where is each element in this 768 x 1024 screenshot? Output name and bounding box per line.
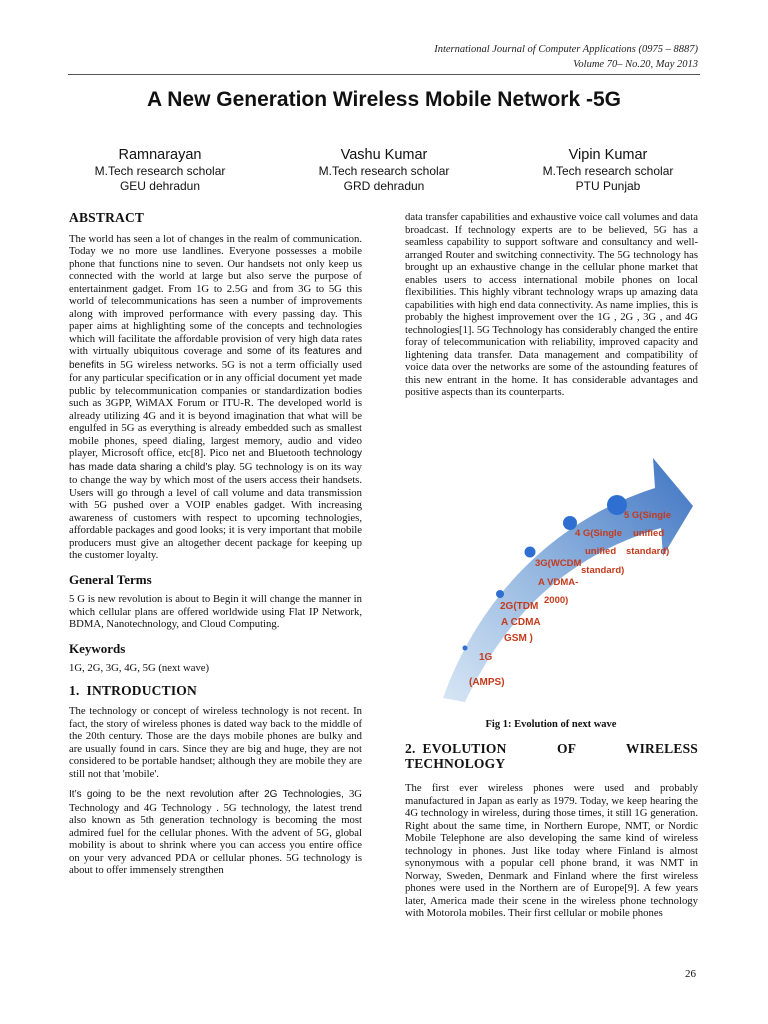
- paper-title: A New Generation Wireless Mobile Network -5G: [147, 88, 621, 111]
- author-role: M.Tech research scholar: [318, 164, 450, 178]
- author-2: [264, 146, 504, 194]
- author-role: M.Tech research scholar: [94, 164, 226, 178]
- general-terms-heading: General Terms: [69, 571, 152, 587]
- label-5g-line3: standard): [626, 546, 670, 557]
- evolution-text: The first ever wireless phones were used and probably manufactured in Japan as early as 1979. Today, we keep hearing the 4G technology in wireless, during those times, it still 1G generation. Right about the same time, in Northern Europe, NMT, or Nordic Mobile Telephone are also developing the same kind of wireless technology in phones. Just like today where Finland is almost synonymous with a popular cell phone brand, it was NMT in Norway, Sweden, Denmark and Finland where the first wireless phones were used in the Northern are of Europe[9]. A few years later, America made their scene in the wireless phone technology with Motorola mobiles. Their first cellular or mobile phones: [405, 782, 698, 919]
- intro-heading: [69, 682, 362, 698]
- label-2g-line1: 2G(TDM: [500, 601, 539, 612]
- intro-part-sans: It’s going to be the next revolution after 2G Technologies,: [69, 789, 344, 800]
- author-org: GRD dehradun: [343, 179, 425, 193]
- label-2g: [500, 601, 541, 644]
- intro-p2: [69, 788, 362, 877]
- author-name: Vashu Kumar: [340, 147, 428, 163]
- abstract-heading: ABSTRACT: [69, 210, 145, 225]
- label-3g-line1: 3G(WCDM: [535, 558, 582, 569]
- keywords-heading: Keywords: [69, 640, 126, 656]
- right-top-text: data transfer capabilities and exhaustive voice call volumes and data broadcast. If technology experts are to be believed, 5G has a seamless capability to support software and consultancy and well-arranged Router and switching connectivity. The 5G technology has brought up an exhaustive change in the cellular phone market that enables users to access international mobile phones on local flexibilities. This highly vibrant technology wraps up amazing data capabilities with high end data connectivity. As name implies, this is probably the highest improvement over the 1G , 2G , 3G , and 4G technologies[1]. 5G Technology has considerably changed the entire foray of telecommunication with reliability, improved capacity and lightening data transfer. Data management and compatibility of voice data over the networks are some of the astounding features of this new entrant in the home. It has considerable advantages and positive aspects than its counterparts.: [405, 211, 698, 398]
- abstract-part: 5G technology is on its way to change the way by which most of the users access their handsets. Users will go through a level of call volume and data transmission with 5G pushed over a VOIP enables gadget. With increasing awareness of customers with respect to upcoming technologies, affordable packages and good looks; it is very important that mobile producers must give an altogether decent package for keeping up the customer loyalty.: [69, 460, 362, 561]
- left-column: [69, 212, 362, 885]
- right-column-bottom: [405, 741, 698, 928]
- figure-evolution: [405, 428, 697, 710]
- abstract-part: The world has seen a lot of changes in the realm of communication. Today we no more use landlines. Everyone possesses a mobile phone that functions nine to seven. Our handsets not only keep us connected with the world at large but also serve the purpose of entertainment gadget. From 1G to 2.5G and from 3G to 5G this world of telecommunications has seen a number of improvements along with improved performance with every passing day. This paper aims at highlighting some of the concepts and technologies which will facilitate the affordable provision of very high data rates with virtually ubiquitous coverage and: [69, 232, 362, 357]
- author-name: Vipin Kumar: [568, 147, 648, 163]
- dot-1g: [463, 646, 468, 651]
- label-4g-line3: standard): [581, 565, 625, 576]
- journal-name: International Journal of Computer Applications (0975 – 8887): [434, 44, 698, 55]
- label-1g-line2: (AMPS): [469, 677, 505, 688]
- label-4g-line1: 4 G(Single: [575, 528, 622, 539]
- evolution-heading: [405, 741, 698, 771]
- page-number: 26: [685, 968, 696, 980]
- evolution-arrow-graphic: [405, 428, 697, 710]
- right-column-top: [405, 211, 698, 407]
- abstract-part-sans: technology has made data sharing a child’s play.: [69, 448, 363, 473]
- dot-3g: [525, 547, 536, 558]
- author-org: GEU dehradun: [119, 179, 201, 193]
- journal-volume: Volume 70– No.20, May 2013: [573, 59, 698, 70]
- abstract-part: in 5G wireless networks. 5G is not a term officially used for any particular specification or in any official document yet made public by telecommunication companies or standardization bodies such as 3GPP, WiMAX Forum or ITU-R. The developed world is already utilizing 4G and it is beyond imagination that what will be engulfed in 5G as everything is already embedded such as smallest mobile phones, speed dialing, largest memory, audio and video player, Microsoft office, etc[8]. Pico net and Bluetooth: [69, 358, 362, 459]
- label-5g-line1: 5 G(Single: [624, 510, 671, 521]
- evolution-title: EVOLUTION OF WIRELESS TECHNOLOGY: [405, 741, 698, 771]
- label-4g-line2: unified: [585, 546, 617, 557]
- author-3: [488, 146, 728, 194]
- journal-header: [434, 42, 698, 72]
- label-2g-line3: GSM ): [504, 633, 533, 644]
- intro-title: INTRODUCTION: [86, 682, 197, 698]
- abstract-text: [69, 233, 362, 562]
- label-2g-line2: A CDMA: [501, 617, 541, 628]
- author-1: [40, 146, 280, 194]
- evolution-number: 2.: [405, 741, 416, 756]
- author-org: PTU Punjab: [575, 179, 641, 193]
- figure-caption: Fig 1: Evolution of next wave: [485, 719, 617, 730]
- label-3g-line3: 2000): [544, 595, 569, 606]
- intro-number: 1.: [69, 682, 80, 698]
- general-terms-text: 5 G is new revolution is about to Begin it will change the manner in which cellular plans are offered worldwide using Flat IP Network, BDMA, Nanotechnology, and Cloud Computing.: [69, 593, 362, 630]
- label-5g-line2: unified: [633, 528, 665, 539]
- author-role: M.Tech research scholar: [542, 164, 674, 178]
- dot-2g: [496, 590, 504, 598]
- label-1g-line1: 1G: [479, 652, 493, 663]
- keywords-text: 1G, 2G, 3G, 4G, 5G (next wave): [69, 662, 210, 674]
- header-rule: [68, 74, 700, 75]
- label-3g-line2: A VDMA-: [538, 577, 579, 588]
- abstract-part-sans: some of its features and benefits: [69, 346, 362, 371]
- intro-p1: The technology or concept of wireless technology is not recent. In fact, the story of wireless phones is dated way back to the middle of the 20th century. Those are the days mobile phones are bulky and are usually found in cars. Since they are big and huge, they are not considered to be portable handset; although they are mobile they are still not that 'mobile'.: [69, 705, 362, 780]
- author-name: Ramnarayan: [118, 147, 202, 163]
- label-3g: [535, 558, 582, 606]
- intro-part: 3G Technology and 4G Technology . 5G technology, the latest trend also known as 5th generation technology is becoming the most admired fuel for the cellular phones. With the advent of 5G, global mobility is about to shrink where you can access you entire office on your very advanced PDA or cellular phones. 5G technology is about to offer immensely strengthen: [69, 788, 362, 876]
